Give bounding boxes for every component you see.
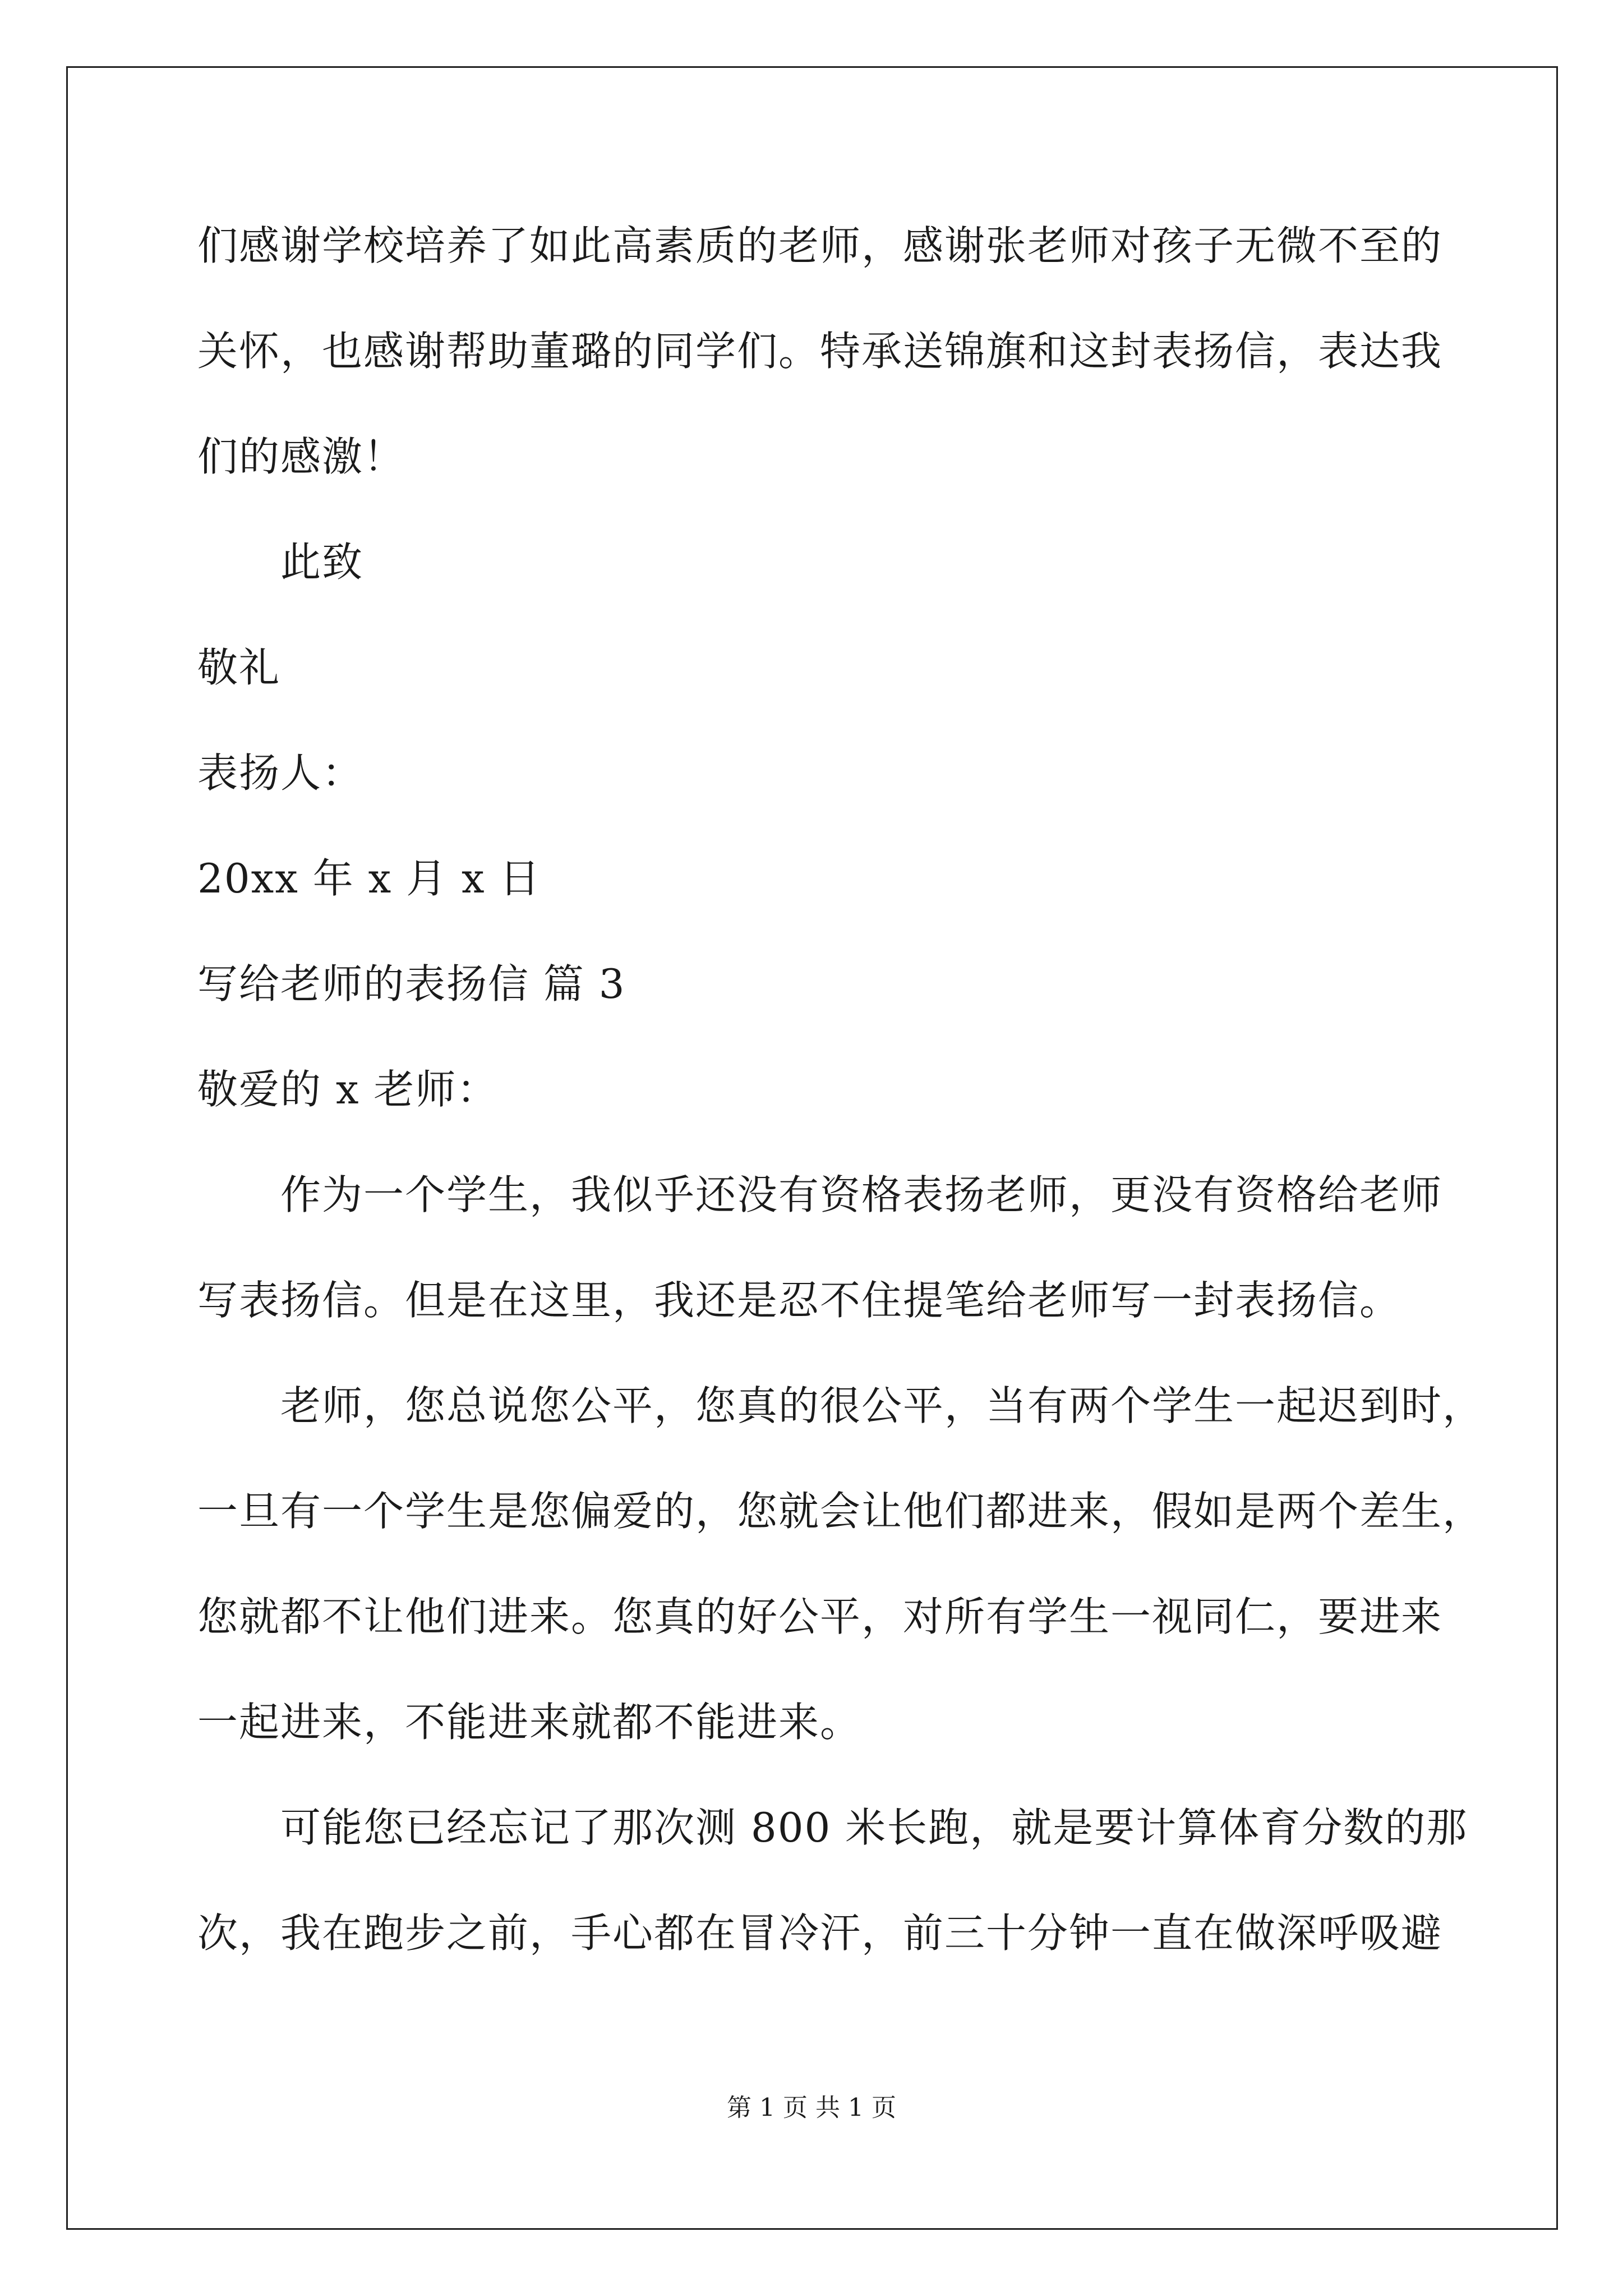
closing-line: 此致 xyxy=(280,539,364,586)
salute-line: 敬礼 xyxy=(197,644,281,691)
paragraph-line: 可能您已经忘记了那次测 800 米长跑，就是要计算体育分数的那 xyxy=(280,1804,1468,1851)
paragraph-line: 一起进来，不能进来就都不能进来。 xyxy=(197,1699,862,1746)
paragraph-line: 您就都不让他们进来。您真的好公平，对所有学生一视同仁，要进来 xyxy=(197,1593,1443,1640)
body-line: 们的感激！ xyxy=(197,433,405,480)
paragraph-line: 老师，您总说您公平，您真的很公平，当有两个学生一起迟到时， xyxy=(280,1382,1484,1429)
body-line: 们感谢学校培养了如此高素质的老师，感谢张老师对孩子无微不至的 xyxy=(197,222,1443,269)
greeting-line: 敬爱的 x 老师： xyxy=(197,1066,499,1113)
paragraph-line: 写表扬信。但是在这里，我还是忍不住提笔给老师写一封表扬信。 xyxy=(197,1277,1401,1324)
paragraph-line: 作为一个学生，我似乎还没有资格表扬老师，更没有资格给老师 xyxy=(280,1171,1443,1218)
date-line: 20xx 年 x 月 x 日 xyxy=(197,855,541,902)
section-title: 写给老师的表扬信 篇 3 xyxy=(197,960,626,1007)
page-border xyxy=(66,66,1558,2230)
paragraph-line: 次，我在跑步之前，手心都在冒冷汗，前三十分钟一直在做深呼吸避 xyxy=(197,1910,1443,1957)
page-footer: 第 1 页 共 1 页 xyxy=(727,2093,896,2122)
body-line: 关怀，也感谢帮助董璐的同学们。特承送锦旗和这封表扬信，表达我 xyxy=(197,328,1443,375)
paragraph-line: 一旦有一个学生是您偏爱的，您就会让他们都进来，假如是两个差生， xyxy=(197,1488,1484,1535)
signer-label: 表扬人： xyxy=(197,749,364,797)
